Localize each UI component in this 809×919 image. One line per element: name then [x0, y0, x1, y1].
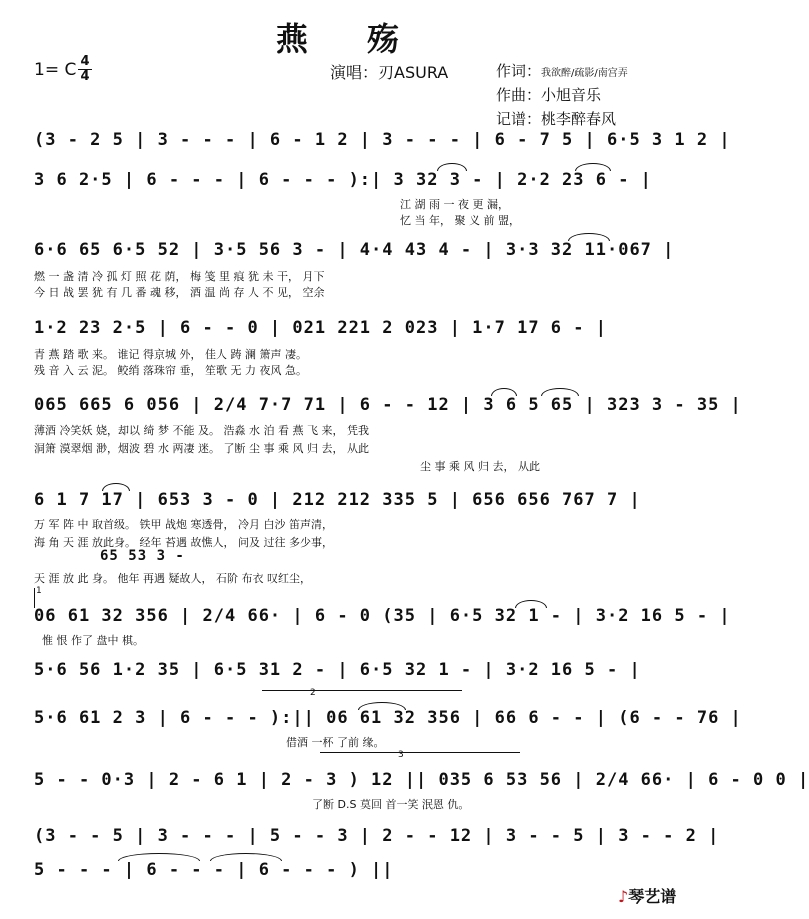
time-signature-bottom: 4 [80, 69, 90, 84]
score-row-5-lyric-3: 尘 事 乘 风 归 去， 从此 [420, 460, 540, 473]
volta-2-marker: 2 [310, 688, 316, 698]
score-row-9-lyric: 借酒 一杯 了前 缘。 [286, 736, 385, 749]
score-row-2-lyric-1: 江 湖 雨 一 夜 更 漏， [400, 198, 509, 211]
score-row-4-notes: 1·2 23 2·5 | 6 - - 0 | 021 221 2 023 | 1·7 17 6 - | [34, 318, 607, 338]
score-row-1-notes: (3 - 2 5 | 3 - - - | 6 - 1 2 | 3 - - - | 6 - 7 5 | 6·5 3 1 2 | [34, 130, 731, 150]
score-row-6-inline-notes: 65 53 3 - [100, 548, 185, 564]
score-row-7-lyric: 惟 恨 作了 盘中 棋。 [42, 634, 144, 647]
volta-1-marker: 1 [36, 586, 42, 596]
song-title: 燕 殇 [275, 20, 424, 58]
score-row-9-notes: 5·6 61 2 3 | 6 - - - ):|| 06 61 32 356 | 66 6 - - | (6 - - 76 | [34, 708, 742, 728]
watermark-logo-text: 琴艺谱 [628, 887, 677, 906]
score-row-7-notes: 06 61 32 356 | 2/4 66· | 6 - 0 (35 | 6·5 32 1 - | 3·2 16 5 - | [34, 606, 731, 626]
score-row-3-lyric-2: 今 日 战 罢 犹 有 几 番 魂 移， 酒 温 尚 存 人 不 见， 空余 [34, 286, 325, 299]
transcriber-credit: 记谱：桃李醉春风 [496, 110, 617, 128]
score-row-3-lyric-1: 燃 一 盏 清 冷 孤 灯 照 花 荫， 梅 笺 里 痕 犹 未 干， 月下 [34, 270, 325, 283]
score-row-12-notes: 5 - - - | 6 - - - | 6 - - - ) || [34, 860, 394, 880]
volta-3-marker: 3 [398, 750, 404, 760]
score-row-2-notes: 3 6 2·5 | 6 - - - | 6 - - - ):| 3 32 3 - | 2·2 23 6 - | [34, 170, 652, 190]
score-row-2-lyric-2: 忆 当 年， 聚 义 前 盟， [400, 214, 520, 227]
score-row-10-notes: 5 - - 0·3 | 2 - 6 1 | 2 - 3 ) 12 || 035 6 53 56 | 2/4 66· | 6 - 0 0 | [34, 770, 809, 790]
composer-credit: 作曲：小旭音乐 [496, 86, 602, 104]
score-row-3-notes: 6·6 65 6·5 52 | 3·5 56 3 - | 4·4 43 4 - | 3·3 32 11·067 | [34, 240, 675, 260]
score-row-5-notes: 065 665 6 056 | 2/4 7·7 71 | 6 - - 12 | 3 6 5 65 | 323 3 - 35 | [34, 395, 742, 415]
key-signature: 1= C [34, 60, 77, 80]
score-row-6-lyric-1: 万 军 阵 中 取首级。 铁甲 战炮 寒透骨， 冷月 白沙 笛声清， [34, 518, 333, 531]
score-row-6-lyric-3: 天 涯 放 此 身。 他年 再遇 疑故人， 石阶 布衣 叹红尘， [34, 572, 311, 585]
score-row-5-lyric-2: 洞箫 漠翠烟 渺，烟波 碧 水 两凄 迷。 了断 尘 事 乘 风 归 去， 从此 [34, 442, 369, 455]
score-row-6-lyric-2: 海 角 天 涯 放此身。 经年 苔遇 故憔人， 问及 过往 多少事， [34, 536, 333, 549]
score-row-4-lyric-2: 残 音 入 云 泥。 鲛绡 落珠帘 垂， 笙歌 无 力 夜风 急。 [34, 364, 307, 377]
score-row-4-lyric-1: 青 燕 踏 歌 来。 谁记 得京城 外， 佳人 踌 澜 箫声 凄。 [34, 348, 307, 361]
watermark-logo-icon: ♪ [618, 887, 629, 906]
score-row-5-lyric-1: 薄酒 冷笑妖 娆，却以 绮 梦 不能 及。 浩淼 水 泊 看 燕 飞 来， 凭我 [34, 424, 369, 437]
singer-credit: 演唱：刃ASURA [330, 63, 449, 82]
watermark-logo [618, 884, 676, 907]
lyricist-label: 作词： [496, 62, 542, 80]
score-row-10-lyric: 了断 D.S 莫回 首一笑 泯恩 仇。 [312, 798, 470, 811]
score-row-11-notes: (3 - - 5 | 3 - - - | 5 - - 3 | 2 - - 12 | 3 - - 5 | 3 - - 2 | [34, 826, 720, 846]
lyricist-credit [496, 60, 628, 81]
time-signature-top: 4 [80, 54, 90, 69]
time-signature [78, 56, 92, 83]
score-row-8-notes: 5·6 56 1·2 35 | 6·5 31 2 - | 6·5 32 1 - | 3·2 16 5 - | [34, 660, 641, 680]
lyricist-names: 我欲醉/疏影/南宫弄 [541, 68, 628, 79]
score-row-6-notes: 6 1 7 17 | 653 3 - 0 | 212 212 335 5 | 656 656 767 7 | [34, 490, 641, 510]
